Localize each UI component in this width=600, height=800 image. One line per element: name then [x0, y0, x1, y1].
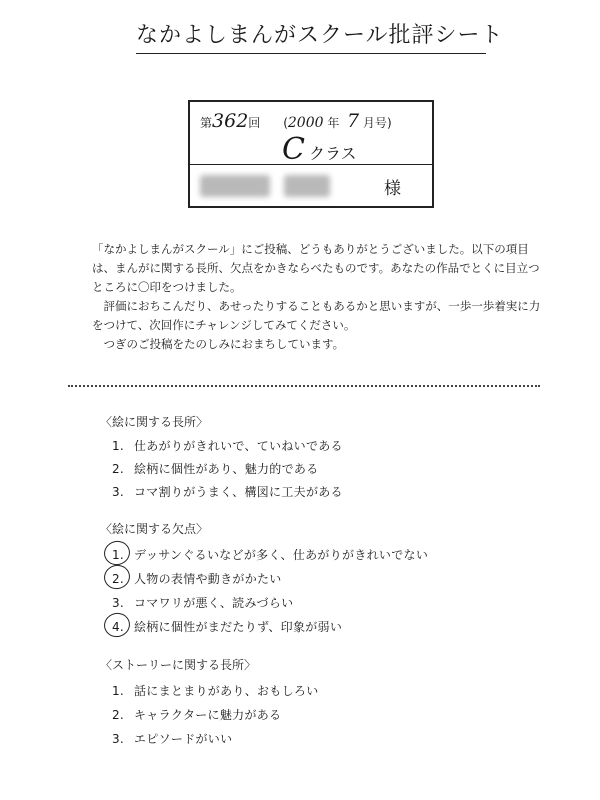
info-box: [188, 100, 434, 208]
paren-open: (: [283, 116, 288, 130]
list-item: 4. 絵柄に個性がまだたりず、印象が弱い: [112, 620, 343, 634]
issue-number: 362: [212, 110, 249, 132]
month-label: 月号: [362, 116, 387, 130]
issue-year: 2000: [287, 115, 324, 131]
hand-drawn-circle-mark: [101, 538, 132, 568]
section-title-art-weaknesses: 〈絵に関する欠点〉: [100, 522, 209, 536]
hand-drawn-circle-mark: [101, 562, 132, 592]
issue-line: [200, 110, 392, 132]
list-item: 3. コマワリが悪く、読みづらい: [112, 596, 294, 610]
page-title: なかよしまんがスクール批評シート: [136, 18, 486, 54]
hand-drawn-circle-mark: [101, 610, 132, 640]
name-row: [190, 165, 432, 206]
intro-paragraph: 「なかよしまんがスクール」にご投稿、どうもありがとうございました。以下の項目は、まんがに関する長所、欠点をかきならべたものです。あなたの作品でとくに目立つところに〇印をつけました。: [92, 242, 540, 294]
issue-prefix: 第: [200, 116, 213, 130]
paren-close: ): [386, 116, 392, 130]
intro-paragraph: 評価におちこんだり、あせったりすることもあるかと思いますが、一歩一歩着実に力をつけて、次回作にチャレンジしてみてください。: [92, 299, 541, 332]
issue-row: [190, 102, 432, 165]
list-item: 1. 話にまとまりがあり、おもしろい: [112, 684, 319, 698]
issue-suffix: 回: [248, 116, 261, 130]
list-item: 2. 絵柄に個性があり、魅力的である: [112, 462, 319, 476]
list-item: 2. キャラクターに魅力がある: [112, 708, 282, 722]
list-item: 1. デッサンぐるいなどが多く、仕あがりがきれいでない: [112, 548, 429, 562]
honorific: 様: [384, 179, 401, 199]
intro-paragraph: つぎのご投稿をたのしみにおまちしています。: [103, 337, 345, 351]
redacted-name-part: [284, 175, 330, 197]
list-item: 2. 人物の表情や動きがかたい: [112, 572, 282, 586]
section-title-story-strengths: 〈ストーリーに関する長所〉: [100, 658, 257, 672]
list-item: 1. 仕あがりがきれいで、ていねいである: [112, 439, 343, 453]
class-label: クラス: [308, 144, 357, 163]
list-item: 3. エピソードがいい: [112, 732, 233, 746]
year-label: 年: [327, 116, 340, 130]
class-line: [282, 132, 357, 167]
section-title-art-strengths: 〈絵に関する長所〉: [100, 415, 209, 429]
issue-month: 7: [347, 110, 360, 132]
redacted-name-part: [200, 175, 270, 197]
list-item: 3. コマ割りがうまく、構図に工夫がある: [112, 485, 343, 499]
class-letter: C: [282, 132, 305, 167]
dotted-divider: [68, 385, 540, 387]
intro-text: [92, 240, 544, 354]
